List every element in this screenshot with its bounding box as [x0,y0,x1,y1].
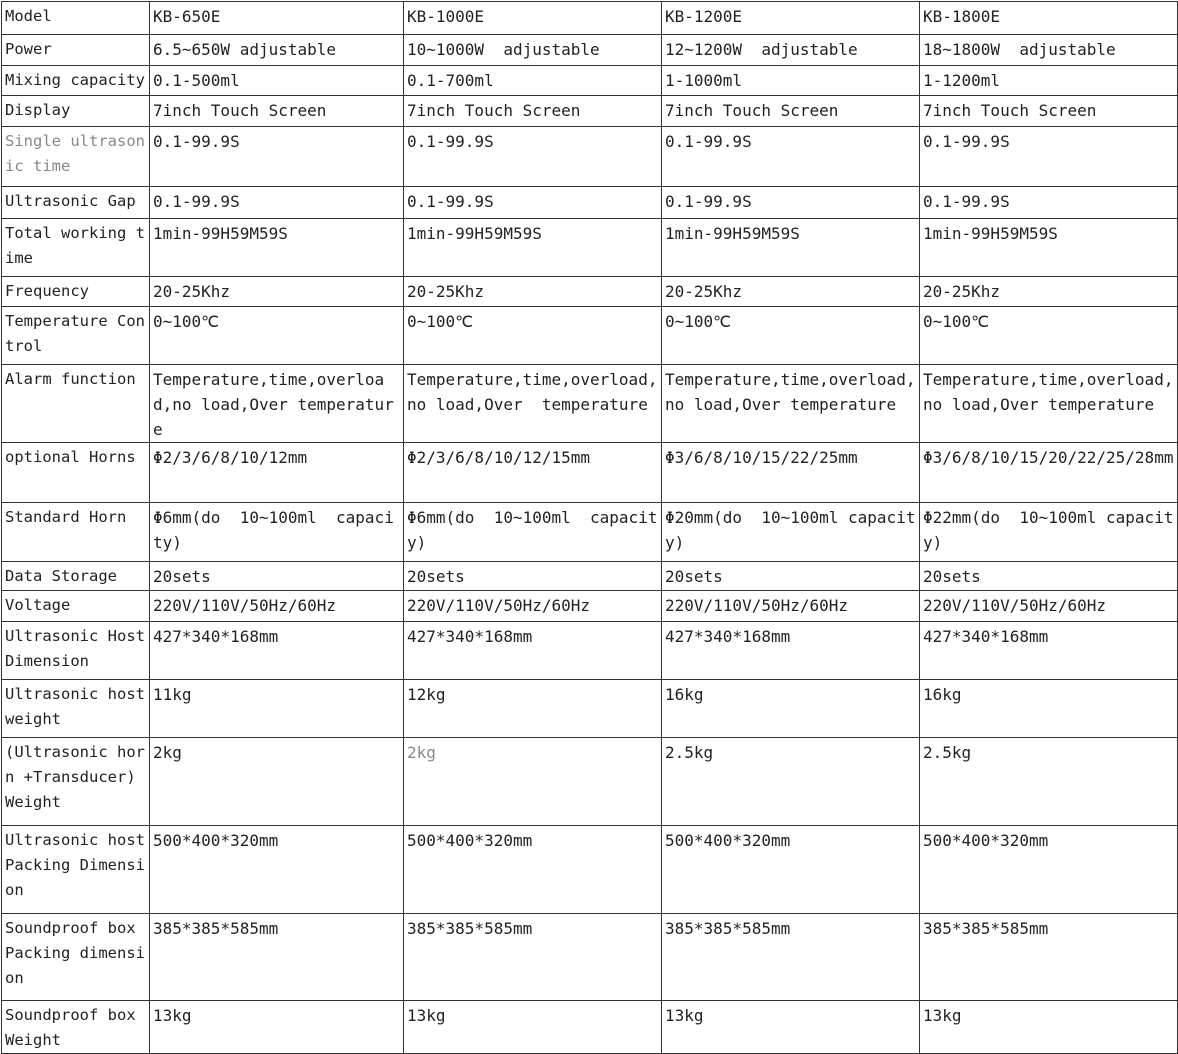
cell-kb-1000e: 1min-99H59M59S [404,219,662,277]
cell-kb-1000e: 20-25Khz [404,277,662,307]
cell-kb-1200e: 12~1200W adjustable [662,35,920,66]
table-row-ultrasonic-host-dimension [2,622,1178,680]
cell-kb-1200e: Φ3/6/8/10/15/22/25mm [662,443,920,503]
table-row-data-storage [2,562,1178,591]
row-label: Total working time [2,219,150,277]
cell-kb-1200e: 1-1000ml [662,66,920,96]
table-row-mixing-capacity [2,66,1178,96]
cell-kb-1200e: 20sets [662,562,920,591]
cell-kb-1800e: 0.1-99.9S [920,127,1178,187]
cell-kb-1200e: 0.1-99.9S [662,127,920,187]
row-label: Ultrasonic host weight [2,680,150,738]
row-label: Frequency [2,277,150,307]
cell-kb-1800e: 20-25Khz [920,277,1178,307]
spec-table [1,1,1178,1054]
table-row-ultrasonic-gap [2,187,1178,219]
row-label: Voltage [2,591,150,622]
cell-kb-1000e: 12kg [404,680,662,738]
cell-kb-650e: 220V/110V/50Hz/60Hz [150,591,404,622]
cell-kb-1800e: KB-1800E [920,2,1178,35]
row-label: Ultrasonic Host Dimension [2,622,150,680]
row-label: Mixing capacity [2,66,150,96]
cell-kb-1000e: Φ6mm(do 10~100ml capacity) [404,503,662,562]
cell-kb-650e: KB-650E [150,2,404,35]
cell-kb-1800e: 18~1800W adjustable [920,35,1178,66]
table-row-host-packing-dimension [2,826,1178,914]
cell-kb-650e: 20-25Khz [150,277,404,307]
row-label: Alarm function [2,365,150,443]
cell-kb-1800e: 2.5kg [920,738,1178,826]
cell-kb-1200e: 7inch Touch Screen [662,96,920,127]
cell-kb-1000e: 2kg [404,738,662,826]
cell-kb-650e: 6.5~650W adjustable [150,35,404,66]
cell-kb-650e: Φ6mm(do 10~100ml capacity) [150,503,404,562]
cell-kb-1000e: 0~100℃ [404,307,662,365]
cell-kb-1200e: Φ20mm(do 10~100ml capacity) [662,503,920,562]
cell-kb-1000e: Φ2/3/6/8/10/12/15mm [404,443,662,503]
cell-kb-1800e: 0~100℃ [920,307,1178,365]
cell-kb-1800e: 0.1-99.9S [920,187,1178,219]
cell-kb-1000e: 385*385*585mm [404,914,662,1001]
cell-kb-1800e: Φ22mm(do 10~100ml capacity) [920,503,1178,562]
table-row-power [2,35,1178,66]
cell-kb-1000e: 10~1000W adjustable [404,35,662,66]
table-row-frequency [2,277,1178,307]
cell-kb-1800e: 1min-99H59M59S [920,219,1178,277]
cell-kb-1800e: 220V/110V/50Hz/60Hz [920,591,1178,622]
cell-kb-1000e: 0.1-700ml [404,66,662,96]
cell-kb-1200e: 16kg [662,680,920,738]
cell-kb-650e: Temperature,time,overload,no load,Over temperature [150,365,404,443]
table-row-display [2,96,1178,127]
cell-kb-650e: 500*400*320mm [150,826,404,914]
cell-kb-1200e: 2.5kg [662,738,920,826]
cell-kb-1800e: 16kg [920,680,1178,738]
table-row-horn-transducer-weight [2,738,1178,826]
cell-kb-1800e: 500*400*320mm [920,826,1178,914]
cell-kb-650e: 385*385*585mm [150,914,404,1001]
cell-kb-1200e: 20-25Khz [662,277,920,307]
cell-kb-1200e: 427*340*168mm [662,622,920,680]
cell-kb-1200e: KB-1200E [662,2,920,35]
cell-kb-1200e: Temperature,time,overload,no load,Over temperature [662,365,920,443]
cell-kb-650e: 0.1-99.9S [150,187,404,219]
cell-kb-1200e: 220V/110V/50Hz/60Hz [662,591,920,622]
cell-kb-1000e: 220V/110V/50Hz/60Hz [404,591,662,622]
cell-kb-1000e: 427*340*168mm [404,622,662,680]
cell-kb-1800e: 13kg [920,1001,1178,1054]
table-row-total-working-time [2,219,1178,277]
cell-kb-1000e: 7inch Touch Screen [404,96,662,127]
cell-kb-650e: 7inch Touch Screen [150,96,404,127]
table-row-optional-horns [2,443,1178,503]
table-row-temperature-control [2,307,1178,365]
cell-kb-650e: 13kg [150,1001,404,1054]
row-label: Model [2,2,150,35]
cell-kb-1800e: 1-1200ml [920,66,1178,96]
cell-kb-1000e: 20sets [404,562,662,591]
cell-kb-1000e: 0.1-99.9S [404,187,662,219]
table-row-voltage [2,591,1178,622]
cell-kb-1000e: 500*400*320mm [404,826,662,914]
cell-kb-1000e: 0.1-99.9S [404,127,662,187]
row-label: optional Horns [2,443,150,503]
row-label: (Ultrasonic horn +Transducer) Weight [2,738,150,826]
row-label: Soundproof box Weight [2,1001,150,1054]
row-label: Display [2,96,150,127]
cell-kb-1200e: 385*385*585mm [662,914,920,1001]
row-label: Temperature Control [2,307,150,365]
cell-kb-1000e: KB-1000E [404,2,662,35]
row-label: Ultrasonic Gap [2,187,150,219]
cell-kb-1800e: Temperature,time,overload,no load,Over temperature [920,365,1178,443]
cell-kb-1000e: 13kg [404,1001,662,1054]
cell-kb-1800e: 427*340*168mm [920,622,1178,680]
table-row-ultrasonic-host-weight [2,680,1178,738]
cell-kb-1800e: 385*385*585mm [920,914,1178,1001]
cell-kb-650e: 427*340*168mm [150,622,404,680]
cell-kb-1200e: 0~100℃ [662,307,920,365]
cell-kb-1800e: 7inch Touch Screen [920,96,1178,127]
row-label: Soundproof box Packing dimension [2,914,150,1001]
table-row-box-weight [2,1001,1178,1054]
cell-kb-650e: 0.1-500ml [150,66,404,96]
row-label: Standard Horn [2,503,150,562]
cell-kb-650e: 11kg [150,680,404,738]
cell-kb-1800e: Φ3/6/8/10/15/20/22/25/28mm [920,443,1178,503]
cell-kb-650e: 0~100℃ [150,307,404,365]
table-row-box-packing-dimension [2,914,1178,1001]
cell-kb-650e: 1min-99H59M59S [150,219,404,277]
row-label: Power [2,35,150,66]
row-label: Data Storage [2,562,150,591]
cell-kb-1800e: 20sets [920,562,1178,591]
table-row-alarm-function [2,365,1178,443]
cell-kb-1200e: 1min-99H59M59S [662,219,920,277]
table-row-model [2,2,1178,35]
table-row-standard-horn [2,503,1178,562]
cell-kb-650e: 2kg [150,738,404,826]
table-row-single-ultrasonic-time [2,127,1178,187]
cell-kb-1200e: 500*400*320mm [662,826,920,914]
cell-kb-650e: Φ2/3/6/8/10/12mm [150,443,404,503]
cell-kb-1200e: 13kg [662,1001,920,1054]
row-label: Ultrasonic host Packing Dimension [2,826,150,914]
row-label: Single ultrasonic time [2,127,150,187]
cell-kb-650e: 0.1-99.9S [150,127,404,187]
cell-kb-1000e: Temperature,time,overload,no load,Over temperature [404,365,662,443]
cell-kb-650e: 20sets [150,562,404,591]
cell-kb-1200e: 0.1-99.9S [662,187,920,219]
